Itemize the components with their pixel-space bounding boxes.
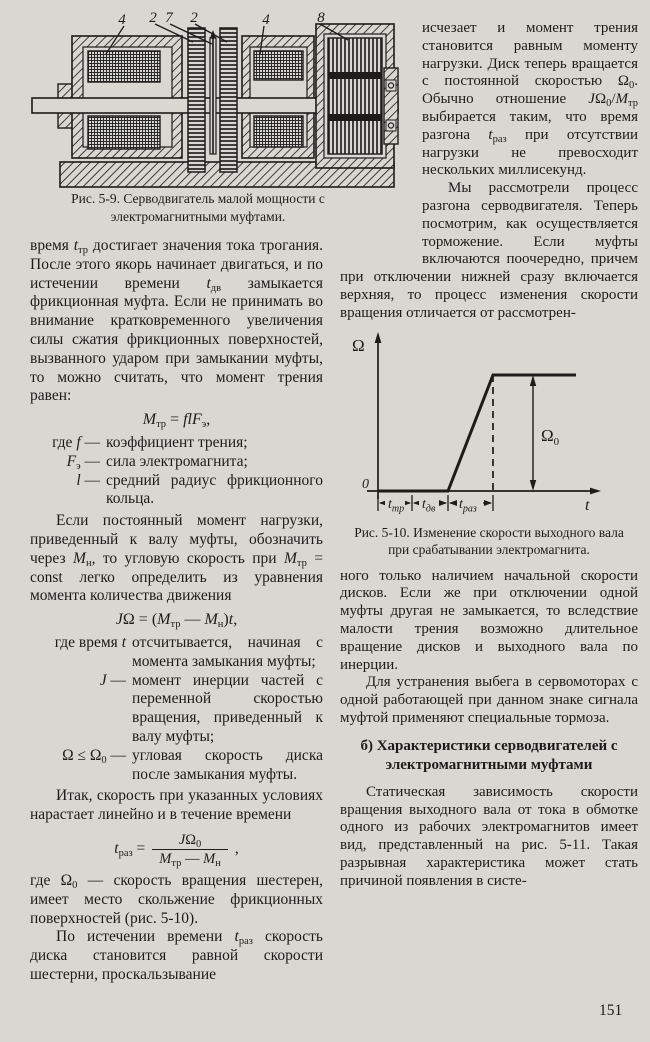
definition-list [30,434,323,509]
paragraph: Итак, скорость при указанных условиях нарастает линейно и в течение времени [30,787,323,824]
paragraph: Если постоянный момент нагрузки, приведенный к валу муфты, обозначить через $M_н$, то угловую скорость при $M_{тр}$ = const легко определить из уравнения момента количества движения [30,512,323,605]
figure-5-9-caption: Рис. 5-9. Серводвигатель малой мощности с электромагнитными муфтами. [71,191,325,224]
left-clutch-housing [72,36,182,158]
definition-item: J — момент инерции частей с переменной скоростью вращения, приведенный к валу муфты; [99,671,323,745]
omega0-dimension-arrow [530,375,536,491]
callout-7: 7 [165,12,173,26]
definition-list [30,634,323,784]
figure-5-10-caption: Рис. 5-10. Изменение скорости выходного вала при срабатывании электромагнита. [354,524,624,558]
paragraph: где $\Omega_0$ — скорость вращения шестерен, имеет место скольжение фрикционных поверхностей (рис. 5-10). [30,871,324,927]
left-text-column [30,237,323,985]
figure-5-9-overlap-spacer [340,20,422,256]
fraction: $\frac{J\Omega_0}{M_{тр} — M_н}$ [152,832,228,867]
callout-numbers [118,12,325,28]
paragraph: Статическая зависимость скорости вращения выходного вала от тока в обмотке одного из рабочих электромагнитов имеет вид, представленный на рис. 5-11. Такая разрывная характеристика может стать причиной появления в систе- [340,783,638,889]
definition-item: $F_э$ — сила электромагнита; [66,452,248,472]
right-text-column [340,20,638,891]
middle-clutch-housing [242,36,314,158]
t-raz-label: $t_{раз}$ [459,496,477,515]
t-tr-label: $t_{тр}$ [388,496,405,515]
definition-item: где время t отсчитывается, начиная с момента замыкания муфты; [54,633,323,670]
definition-item: где f — коэффициент трения; [52,433,248,451]
callout-4: 4 [118,12,126,28]
paragraph: время $t_{тр}$ достигает значения тока трогания. После этого якорь начинает двигаться, и по истечении времени $t_{дв}$ замыкается фрикционная муфта. Если не принимать во внимание кратковременного увеличения силы сжатия фрикционных поверхностей, вызванного ударом при замыкании муфты, то можно считать, что момент трения равен: [30,237,323,405]
formula-acceleration-time: $t_{раз}$ = $\frac{J\Omega_0}{M_{тр} — M_н}$ , [114,831,239,869]
paragraph: По истечении времени $t_{раз}$ скорость диска становится равной скорости шестерни, проскальзывание [30,928,324,983]
y-axis-label: Ω [352,335,365,355]
clutch-discs [188,28,237,172]
x-axis-label: t [585,496,590,514]
definition-item: l — средний радиус фрикционного кольца. [76,471,323,508]
formula-momentum: $J\Omega = (M_{тр}$ — $M_н)t$, [115,611,238,631]
coil-winding [254,51,303,80]
speed-vs-time-graph [340,329,638,521]
paragraph: ного только наличием начальной скорости дисков. Если же при отключении одной муфты другая не замыкается, то вследствие малости трения возможно длительное вращение дисков и выходного вала по инерции. [340,567,638,673]
callout-4b: 4 [262,12,270,28]
omega0-label: $\Omega_0$ [541,425,560,448]
axes [367,338,594,499]
coil-winding [88,116,160,149]
callout-2b: 2 [190,12,198,26]
section-heading: б) Характеристики серводвигателей с электромагнитными муфтами [360,737,618,774]
armature-disc [210,38,216,154]
formula-friction-moment: $M_{тр} = flF_э$, [142,411,211,431]
coil-winding [88,51,160,82]
paragraph: Для устранения выбега в сервомоторах с одной работающей при данном знаке сигнала муфтой применяют специальные тормоза. [340,674,638,726]
coil-winding [254,116,303,147]
paragraph: исчезает и момент трения становится равным моменту нагрузки. Диск теперь вращается с постоянной скоростью $\Omega_0$. Обычно отношение $J\Omega_0/M_{тр}$ выбирается таким, что время разгона $t_{раз}$ при отсутствии нагрузки не превосходит нескольких миллисекунд. [422,20,638,179]
paragraph: Мы рассмотрели процесс разгона серводвигателя. Теперь посмотрим, как осуществляется торможение. Если муфты включаются поочередно, причем при отключении нижней сразу включается верхняя, то процесс изменения скорости вращения отличается от рассмотрен- [340,180,638,321]
t-dv-label: $t_{дв}$ [422,496,436,515]
callout-2: 2 [149,12,157,26]
page-number: 151 [599,1002,623,1019]
x-axis-arrowhead [590,487,601,494]
origin-label: 0 [362,476,369,492]
figure-5-10 [340,329,638,559]
y-axis-arrowhead [375,332,382,343]
definition-item: $\Omega \le \Omega_0$ — угловая скорость диска после замыкания муфты. [62,746,323,783]
callout-8: 8 [317,12,325,26]
